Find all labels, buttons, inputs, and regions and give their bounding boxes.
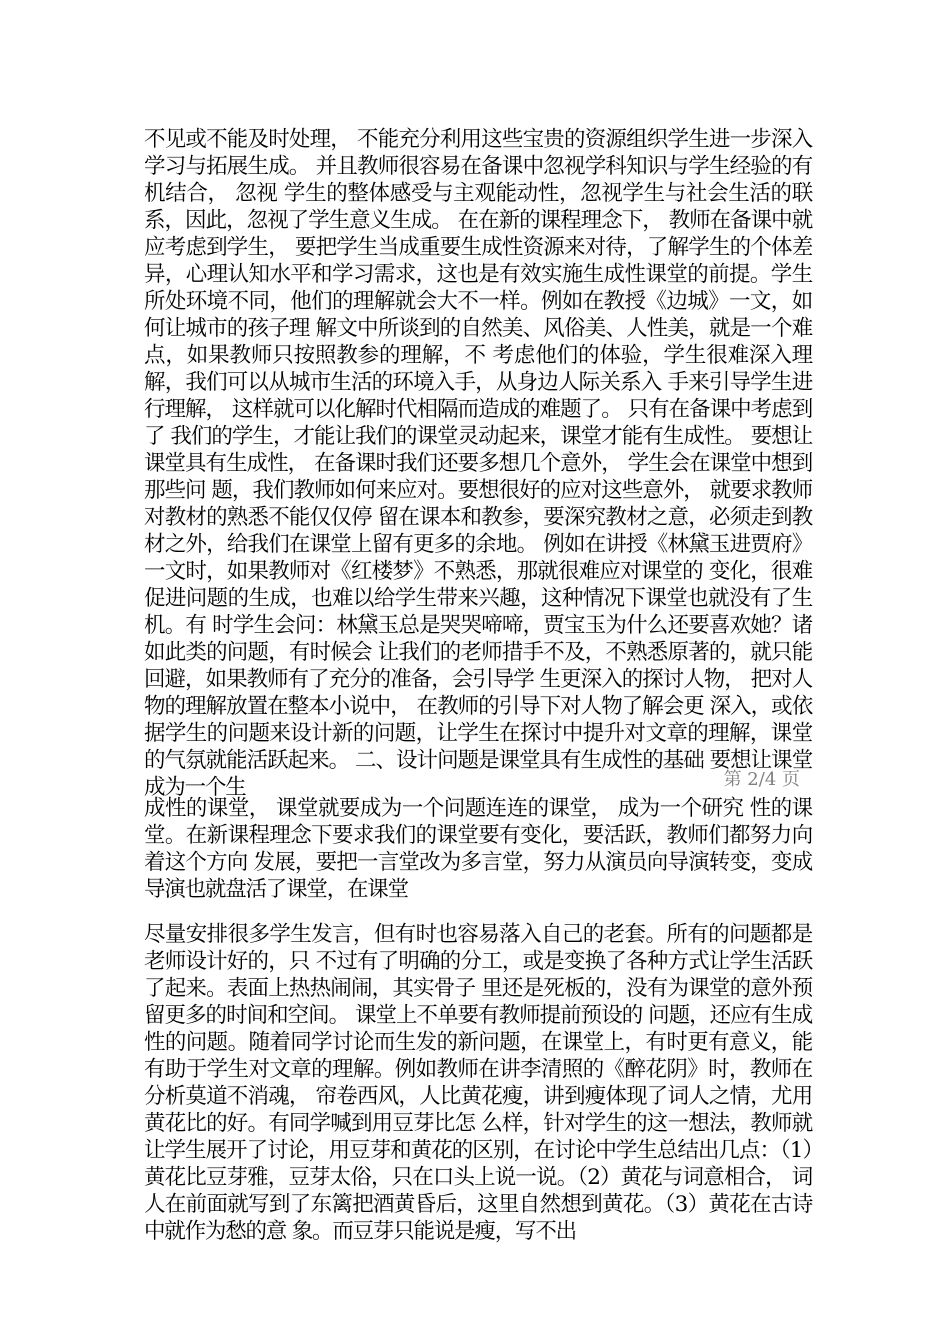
body-paragraph: 不见或不能及时处理， 不能充分利用这些宝贵的资源组织学生进一步深入学习与拓展生成。 并且教师很容易在备课中忽视学科知识与学生经验的有机结合， 忽视 学生的整体感受与主观能动性，忽视学生与社会生活的联系，因此，忽视了学生意义生成。 在在新的课程理念下， 教师在备课中就应考虑到学生， 要把学生当成重要生成性资源来对待，了解学生的个体差异，心理认知水平和学习需求，这也是有效实施生成性课堂的前提。学生 所处环境不同，他们的理解就会大不一样。例如在教授《边城》一文，如何让城市的孩子理 解文中所谈到的自然美、风俗美、人性美，就是一个难点，如果教师只按照教参的理解，不 考虑他们的体验，学生很难深入理解，我们可以从城市生活的环境入手，从身边人际关系入 手来引导学生进行理解， 这样就可以化解时代相隔而造成的难题了。 只有在备课中考虑到了 我们的学生，才能让我们的课堂灵动起来，课堂才能有生成性。 要想让课堂具有生成性， 在备课时我们还要多想几个意外， 学生会在课堂中想到那些问 题，我们教师如何来应对。要想很好的应对这些意外， 就要求教师对教材的熟悉不能仅仅停 留在课本和教参，要深究教材之意，必须走到教材之外，给我们在课堂上留有更多的余地。 例如在讲授《林黛玉进贾府》一文时，如果教师对《红楼梦》不熟悉，那就很难应对课堂的 变化，很难促进问题的生成，也难以给学生带来兴趣，这种情况下课堂也就没有了生机。有 时学生会问：林黛玉总是哭哭啼啼，贾宝玉为什么还要喜欢她？诸如此类的问题，有时候会 让我们的老师措手不及，不熟悉原著的，就只能回避，如果教师有了充分的准备，会引导学 生更深入的探讨人物， 把对人物的理解放置在整本小说中， 在教师的引导下对人物了解会更 深入，或依据学生的问题来设计新的问题，让学生在探讨中提升对文章的理解，课堂的气氛就能活跃起来。 二、设计问题是课堂具有生成性的基础 要想让课堂成为一个生: [144, 127, 812, 800]
body-paragraph: 成性的课堂， 课堂就要成为一个问题连连的课堂， 成为一个研究 性的课堂。在新课程理念下要求我们的课堂要有变化，要活跃，教师们都努力向着这个方向 发展，要把一言堂改为多言堂，努力从演员向导演转变，变成导演也就盘活了课堂，在课堂: [144, 796, 812, 902]
body-paragraph: 尽量安排很多学生发言，但有时也容易落入自己的老套。所有的问题都是老师设计好的，只 不过有了明确的分工，或是变换了各种方式让学生活跃了起来。表面上热热闹闹，其实骨子 里还是死板的，没有为课堂的意外预留更多的时间和空间。 课堂上不单要有教师提前预设的 问题，还应有生成性的问题。随着同学讨论而生发的新问题，在课堂上，有时更有意义，能 有助于学生对文章的理解。例如教师在讲李清照的《醉花阴》时，教师在分析莫道不消魂， 帘卷西风，人比黄花瘦，讲到瘦体现了词人之情，尤用黄花比的好。有同学喊到用豆芽比怎 么样，针对学生的这一想法，教师就让学生展开了讨论，用豆芽和黄花的区别，在讨论中学生总结出几点：（1）黄花比豆芽雅，豆芽太俗，只在口头上说一说。（2）黄花与词意相合， 词人在前面就写到了东篱把酒黄昏后，这里自然想到黄花。（3）黄花在古诗中就作为愁的意 象。而豆芽只能说是瘦，写不出: [144, 922, 812, 1244]
page-number: 第 2/4 页: [723, 769, 800, 790]
